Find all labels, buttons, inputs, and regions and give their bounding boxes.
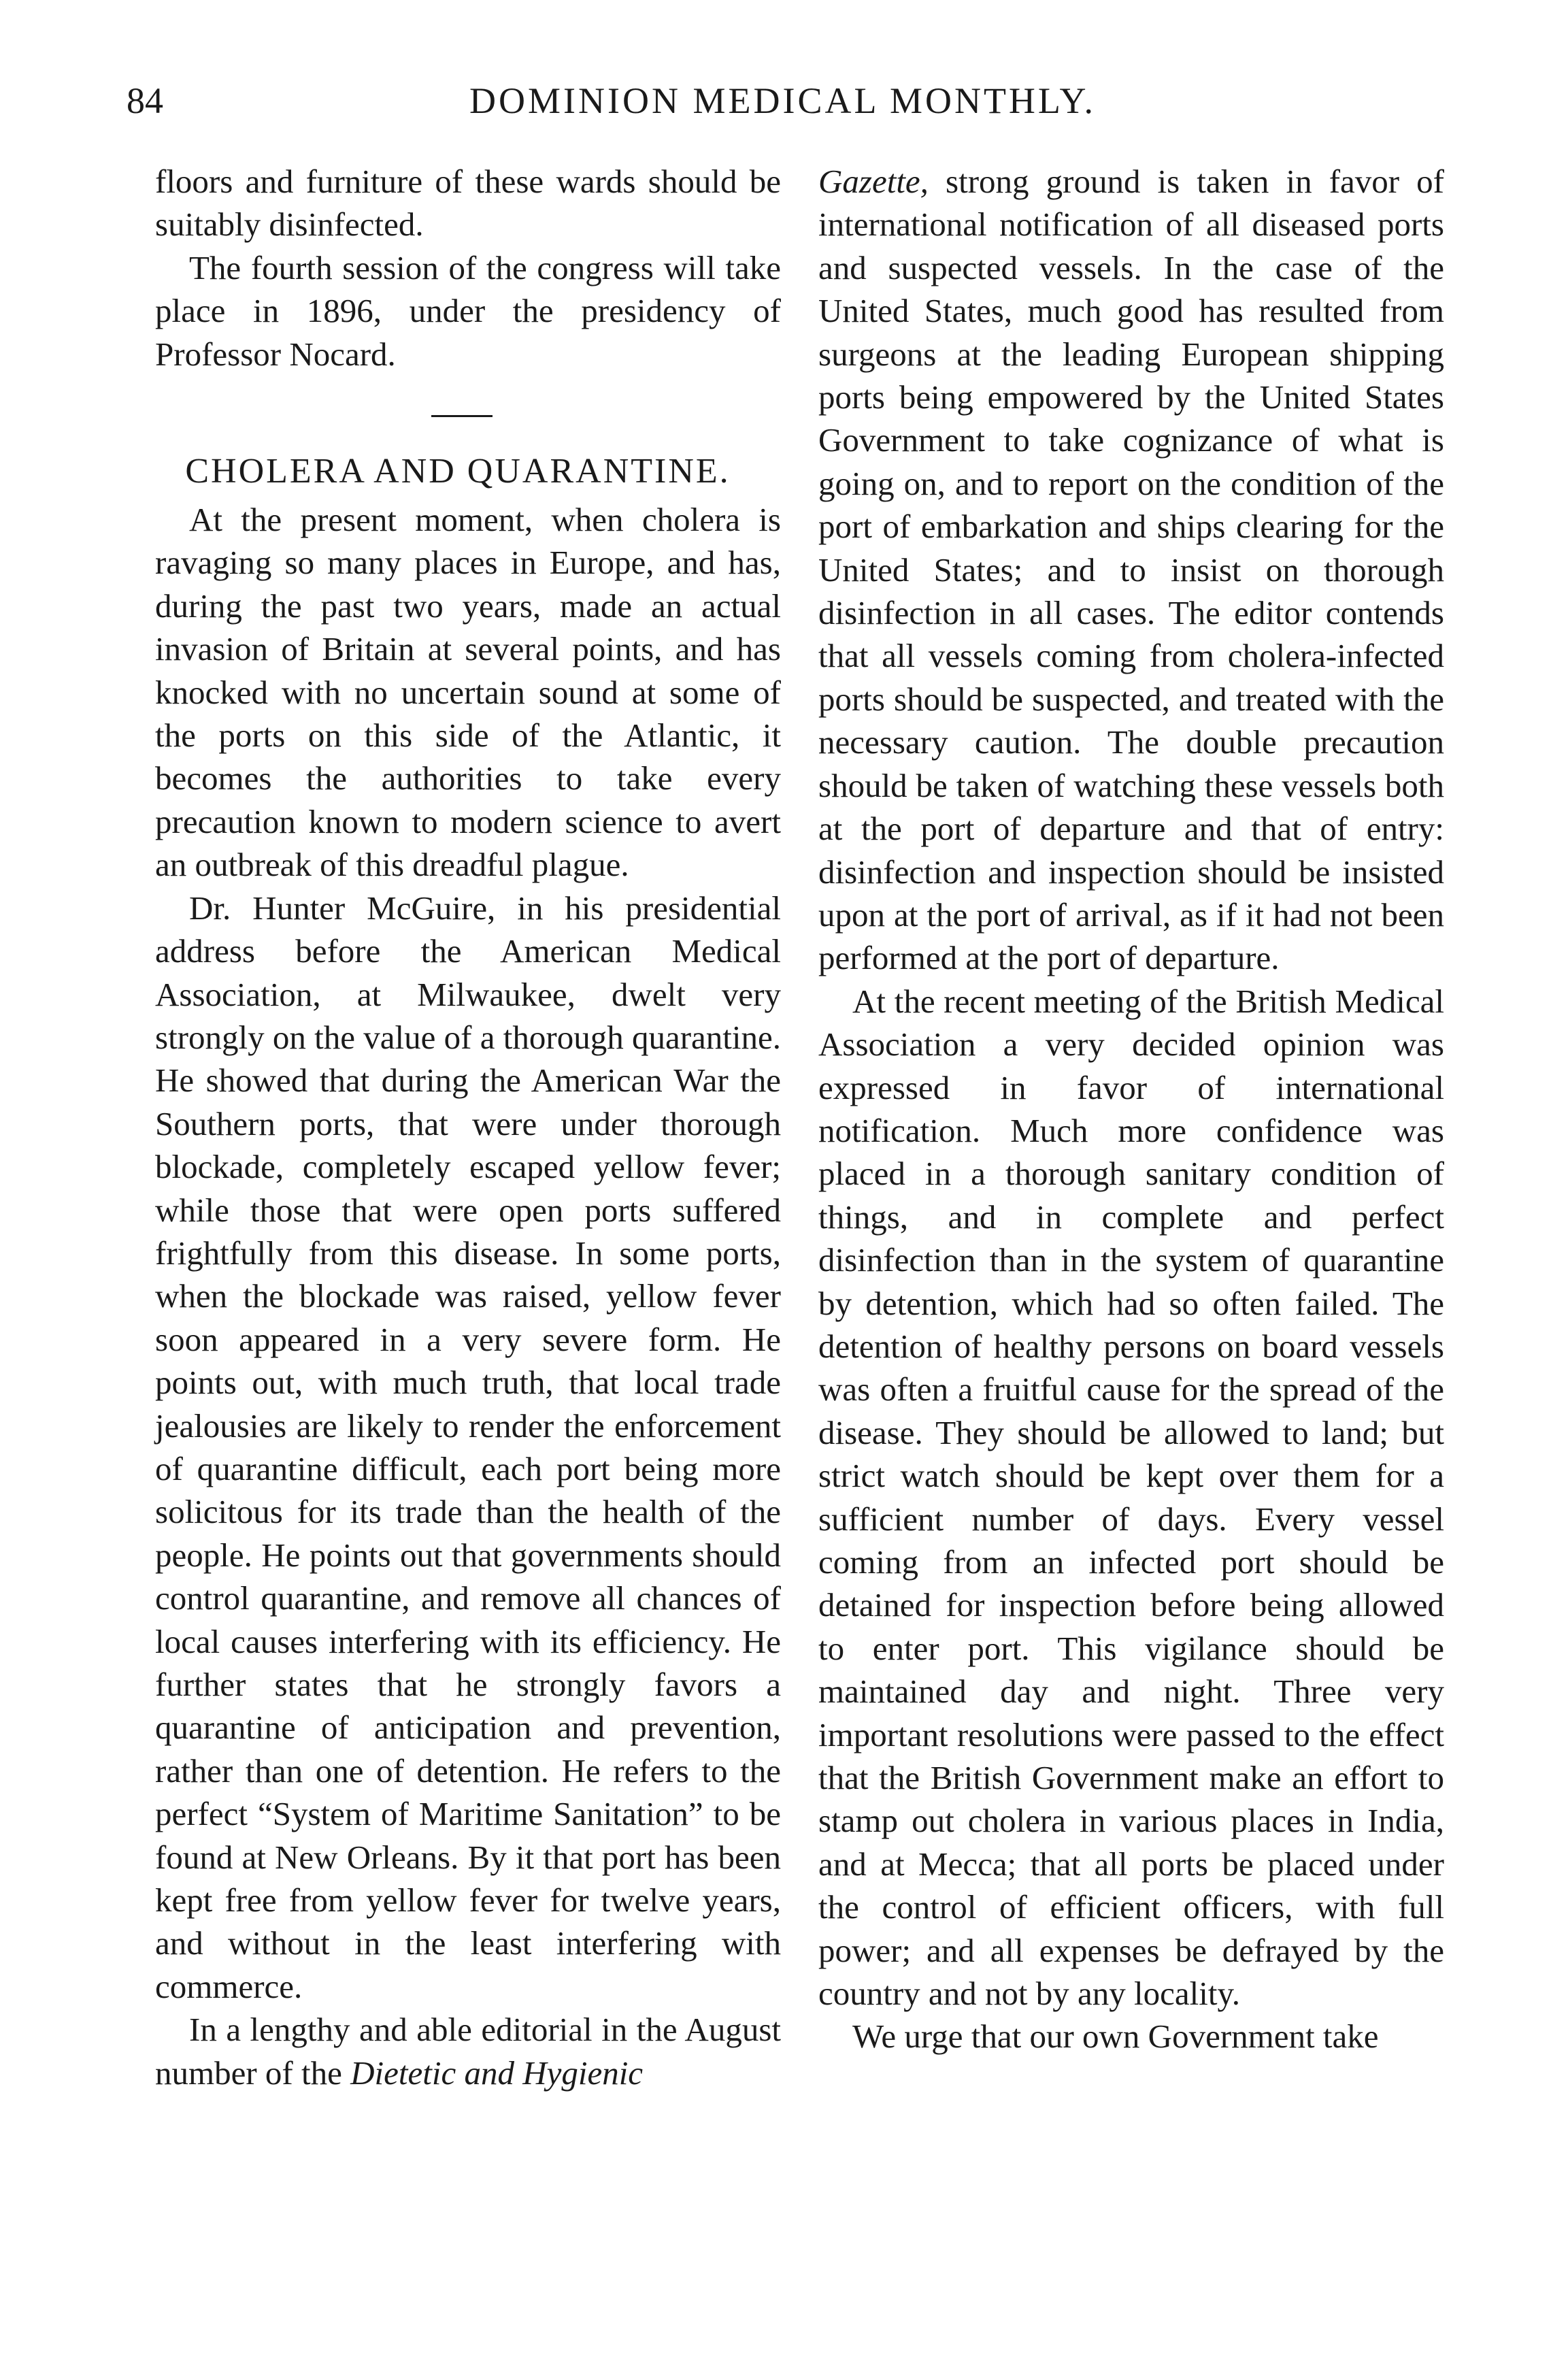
journal-title-italic: Dietetic and Hygienic (350, 2054, 644, 2092)
editorial-text: In a lengthy and able editorial in the August number of the (155, 2011, 781, 2092)
paragraph-mcguire: Dr. Hunter McGuire, in his presidential address before the American Medical Association, at Milwaukee, dwelt very strongly on the value of a thorough quarantine. He showed that during the American War the Southern ports, that were under thorough blockade, completely escaped yellow fever; while those that were open ports suffered frightfully from this disease. In some ports, when the blockade was raised, yellow fever soon appeared in a very severe form. He points out, with much truth, that local trade jealousies are likely to render the enforcement of quarantine difficult, each port being more solicitous for its trade than the health of the people. He points out that governments should control quarantine, and remove all chances of local causes interfering with its efficiency. He further states that he strongly favors a quarantine of anticipation and prevention, rather than one of detention. He refers to the perfect “System of Maritime Sanitation” to be found at New Orleans. By it that port has been kept free from yellow fever for twelve years, and without in the least interfering with commerce. (155, 889, 781, 2005)
section-divider (431, 415, 493, 417)
right-column (818, 160, 1444, 2058)
page-number: 84 (127, 80, 163, 121)
section-title: CHOLERA AND QUARANTINE. (185, 452, 731, 491)
gazette-italic: Gazette, (818, 163, 929, 200)
paragraph-british-association: At the recent meeting of the British Medical Association a very decided opinion was expressed in favor of international notification. Much more confidence was placed in a thorough sanitary condition of things, and in complete and perfect disinfection than in the system of quarantine by detention, which had so often failed. The detention of healthy persons on board vessels was often a fruitful cause for the spread of the disease. They should be allowed to land; but strict watch should be kept over them for a sufficient number of days. Every vessel coming from an infected port should be detained for inspection before being allowed to enter port. This vigilance should be maintained day and night. Three very important resolutions were passed to the effect that the British Government make an effort to stamp out cholera in various places in India, and at Mecca; that all ports be placed under the control of efficient officers, with full power; and all expenses be defrayed by the country and not by any locality. (818, 982, 1444, 2013)
running-title: DOMINION MEDICAL MONTHLY. (469, 80, 1097, 121)
paragraph-continued: floors and furniture of these wards should be suitably disinfected. (155, 163, 781, 244)
paragraph-editorial (155, 2008, 781, 2094)
paragraph-cholera: At the present moment, when cholera is ravaging so many places in Europe, and has, during the past two years, made an actual invasion of Britain at several points, and has knocked with no uncertain sound at some of the ports on this side of the Atlantic, it becomes the authorities to take every precaution known to modern science to avert an outbreak of this dreadful plague. (155, 501, 781, 884)
paragraph-urge: We urge that our own Government take (852, 2017, 1379, 2056)
paragraph-gazette (818, 160, 1444, 980)
left-column (155, 160, 781, 2094)
paragraph-fourth-session: The fourth session of the congress will take place in 1896, under the presidency of Professor Nocard. (155, 248, 781, 373)
gazette-text: strong ground is taken in favor of international notification of all diseased ports and suspected vessels. In the case of the United States, much good has resulted from surgeons at the leading European shipping ports being empowered by the United States Government to take cognizance of what is going on, and to report on the condition of the port of embarkation and ships clearing for the United States; and to insist on thorough disinfection in all cases. The editor contends that all vessels coming from cholera-infected ports should be suspected, and treated with the necessary caution. The double precaution should be taken of watching these vessels both at the port of departure and that of entry: disinfection and inspection should be insisted upon at the port of arrival, as if it had not been performed at the port of departure. (818, 163, 1444, 977)
